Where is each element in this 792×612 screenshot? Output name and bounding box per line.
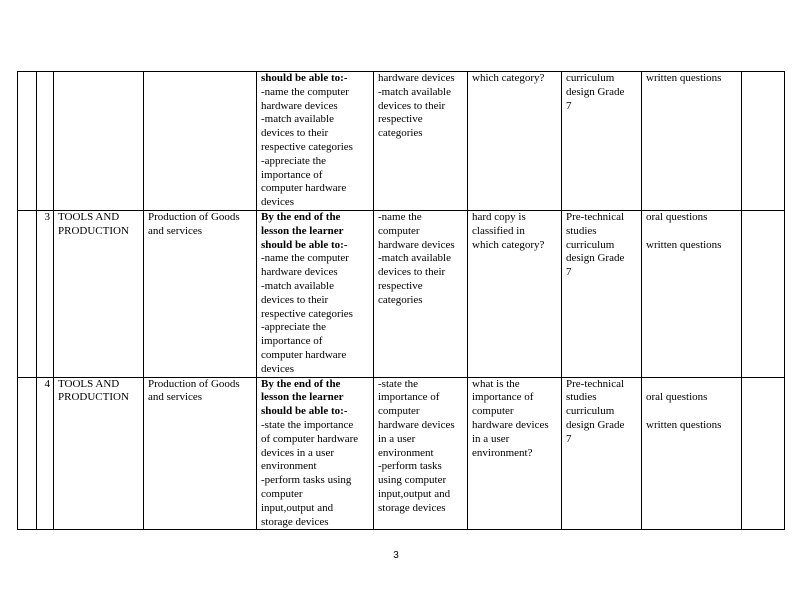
activity-line: respective <box>378 113 423 126</box>
sub-strand-cell <box>144 72 257 211</box>
key-inquiry-question-cell <box>468 210 562 377</box>
resource-line: curriculum <box>566 72 615 84</box>
activity-line: devices to their <box>378 99 446 112</box>
resource-line: 7 <box>566 432 572 445</box>
activity-line: -match available <box>378 252 451 265</box>
outcome-line: respective categories <box>261 140 353 153</box>
outcome-line: devices to their <box>261 127 329 140</box>
learning-resources-cell <box>562 377 642 530</box>
activity-line: using computer <box>378 474 447 487</box>
outcome-line: computer <box>261 487 303 500</box>
activity-line: storage devices <box>378 501 446 514</box>
outcome-line: -appreciate the <box>261 154 327 167</box>
outcomes-heading-line: should be able to:- <box>261 72 348 84</box>
resource-line: 7 <box>566 266 572 279</box>
assessment-line: oral questions <box>646 210 708 223</box>
lesson-number-cell <box>37 72 54 211</box>
assessment-line <box>646 225 738 239</box>
assessment-line: written questions <box>646 238 722 251</box>
activity-line: -name the <box>378 210 422 223</box>
outcome-line: devices in a user <box>261 446 334 459</box>
learning-outcomes-cell <box>257 210 374 377</box>
learning-experiences-cell <box>374 210 468 377</box>
activity-line: importance of <box>378 391 440 404</box>
inquiry-line: classified in <box>472 224 525 237</box>
outcome-line: computer hardware <box>261 348 347 361</box>
key-inquiry-question-cell <box>468 377 562 530</box>
resource-line: design Grade <box>566 252 625 265</box>
activity-line: input,output and <box>378 487 451 500</box>
table-row <box>18 210 785 377</box>
assessment-line <box>646 405 738 419</box>
outcomes-heading-line: lesson the learner <box>261 224 344 237</box>
outcomes-heading-line: By the end of the <box>261 377 341 390</box>
table-row <box>18 72 785 211</box>
outcome-line: devices <box>261 196 294 209</box>
assessment-line: written questions <box>646 418 722 431</box>
outcome-line: -match available <box>261 113 334 126</box>
resource-line: 7 <box>566 99 572 112</box>
activity-line: in a user <box>378 432 416 445</box>
outcome-line: hardware devices <box>261 99 338 112</box>
inquiry-line: in a user <box>472 432 510 445</box>
activity-line: computer <box>378 224 420 237</box>
assessment-cell <box>642 72 742 211</box>
sub-strand-cell: Production of Goods and services <box>144 377 257 530</box>
outcome-line: -name the computer <box>261 252 349 265</box>
outcome-line: -state the importance <box>261 418 354 431</box>
inquiry-line: which category? <box>472 72 545 84</box>
scheme-of-work-table <box>17 71 785 530</box>
assessment-cell <box>642 377 742 530</box>
activity-line: categories <box>378 127 423 140</box>
page-number: 3 <box>393 550 399 561</box>
lesson-number-cell: 4 <box>37 377 54 530</box>
outcomes-heading-line: should be able to:- <box>261 238 348 251</box>
learning-experiences-cell <box>374 377 468 530</box>
strand-cell: TOOLS AND PRODUCTION <box>54 210 144 377</box>
inquiry-line: what is the <box>472 377 520 390</box>
activity-line: -state the <box>378 377 419 390</box>
remarks-cell <box>742 210 785 377</box>
strand-cell: TOOLS AND PRODUCTION <box>54 377 144 530</box>
outcome-line: -name the computer <box>261 85 349 98</box>
outcome-line: environment <box>261 460 317 473</box>
resource-line: Pre-technical <box>566 210 625 223</box>
inquiry-line: environment? <box>472 446 533 459</box>
table-row <box>18 377 785 530</box>
outcome-line: of computer hardware <box>261 432 359 445</box>
learning-outcomes-cell <box>257 72 374 211</box>
outcome-line: -match available <box>261 279 334 292</box>
assessment-line: oral questions <box>646 391 708 404</box>
inquiry-line: hard copy is <box>472 210 526 223</box>
outcome-line: devices to their <box>261 293 329 306</box>
activity-line: devices to their <box>378 266 446 279</box>
resource-line: design Grade <box>566 85 625 98</box>
outcome-line: devices <box>261 362 294 375</box>
outcome-line: input,output and <box>261 501 334 514</box>
sub-strand-cell: Production of Goods and services <box>144 210 257 377</box>
outcome-line: computer hardware <box>261 182 347 195</box>
remarks-cell <box>742 377 785 530</box>
activity-line: categories <box>378 293 423 306</box>
outcomes-heading-line: By the end of the <box>261 210 341 223</box>
outcome-line: -appreciate the <box>261 321 327 334</box>
assessment-cell <box>642 210 742 377</box>
activity-line: -perform tasks <box>378 460 442 473</box>
activity-line: -match available <box>378 85 451 98</box>
resource-line: design Grade <box>566 418 625 431</box>
outcomes-heading-line: lesson the learner <box>261 391 344 404</box>
assessment-line: written questions <box>646 72 722 84</box>
resource-line: curriculum <box>566 238 615 251</box>
learning-outcomes-cell <box>257 377 374 530</box>
learning-experiences-cell <box>374 72 468 211</box>
outcome-line: importance of <box>261 168 323 181</box>
inquiry-line: which category? <box>472 238 545 251</box>
outcome-line: respective categories <box>261 307 353 320</box>
outcome-line: storage devices <box>261 515 329 528</box>
resource-line: studies <box>566 224 597 237</box>
activity-line: environment <box>378 446 434 459</box>
resource-line: studies <box>566 391 597 404</box>
lesson-number-cell: 3 <box>37 210 54 377</box>
key-inquiry-question-cell <box>468 72 562 211</box>
activity-line: computer <box>378 405 420 418</box>
learning-resources-cell <box>562 72 642 211</box>
activity-line: hardware devices <box>378 238 455 251</box>
inquiry-line: computer <box>472 405 514 418</box>
inquiry-line: hardware devices <box>472 418 549 431</box>
resource-line: curriculum <box>566 405 615 418</box>
outcome-line: -perform tasks using <box>261 474 352 487</box>
week-cell <box>18 210 37 377</box>
week-cell <box>18 377 37 530</box>
inquiry-line: importance of <box>472 391 534 404</box>
assessment-line <box>646 378 738 392</box>
activity-line: hardware devices <box>378 418 455 431</box>
outcome-line: importance of <box>261 335 323 348</box>
activity-line: hardware devices <box>378 72 455 84</box>
activity-line: respective <box>378 279 423 292</box>
outcome-line: hardware devices <box>261 266 338 279</box>
resource-line: Pre-technical <box>566 377 625 390</box>
remarks-cell <box>742 72 785 211</box>
learning-resources-cell <box>562 210 642 377</box>
outcomes-heading-line: should be able to:- <box>261 405 348 418</box>
week-cell <box>18 72 37 211</box>
strand-cell <box>54 72 144 211</box>
